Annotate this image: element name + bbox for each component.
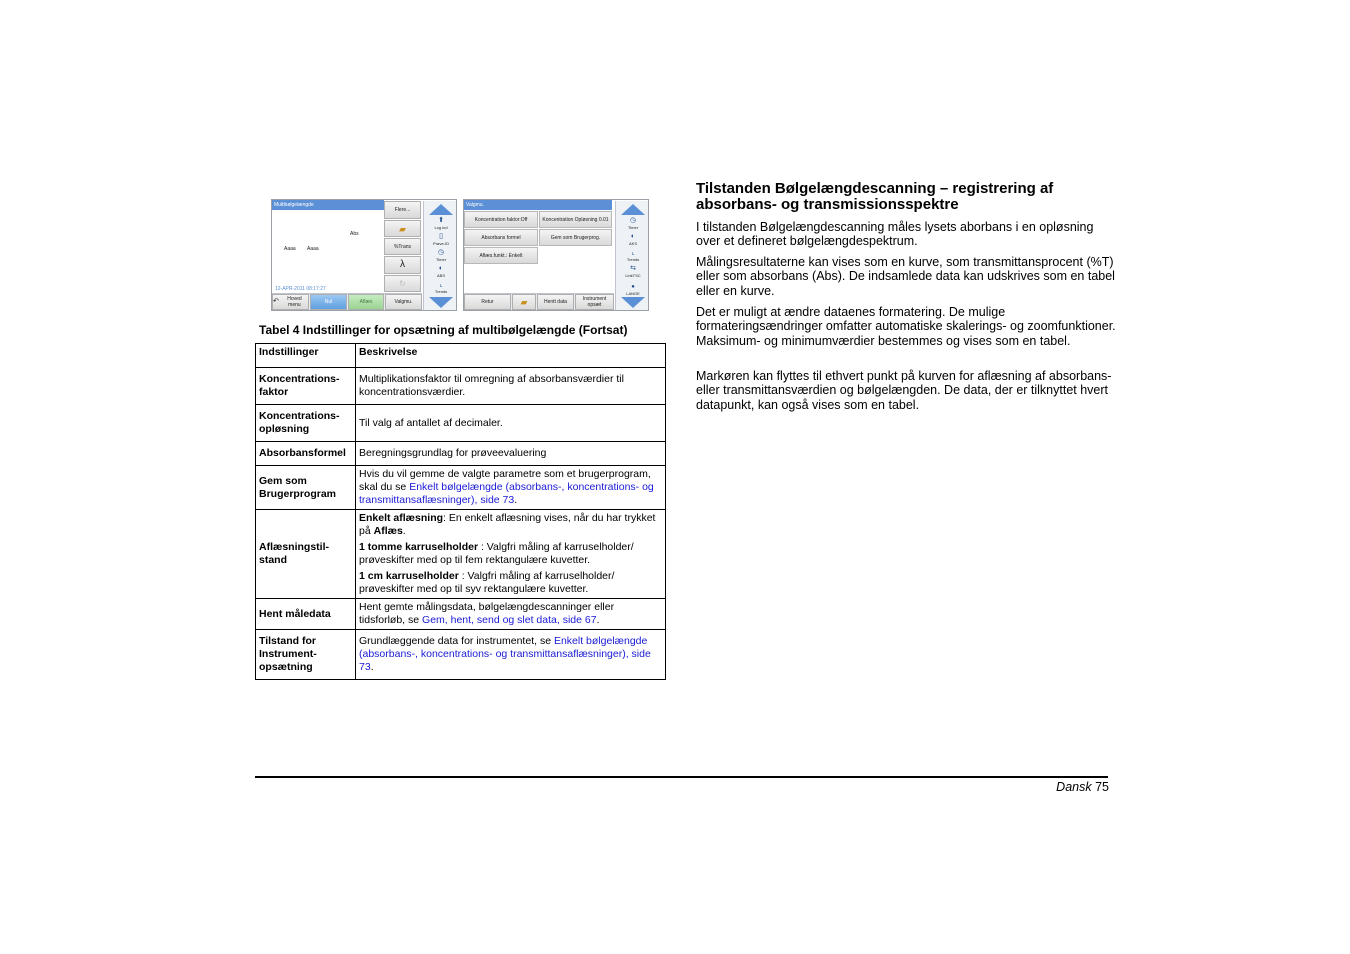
side-scroll-column (615, 201, 649, 310)
folder-icon: ▰ (399, 223, 406, 234)
side-item-timer[interactable]: ◷ Timer (426, 249, 456, 264)
folder-button[interactable] (384, 220, 421, 237)
setting-description: Enkelt aflæsning: En enkelt aflæsning vises, når du har trykket på Aflæs. 1 tomme karruselholder : Valgfri måling af karruselholder/ prøveskifter med op til fem rektangulære kuvetter. 1 cm karruselholder : Valgfri måling af karruselholder/ prøveskifter med op til syv rektangulære kuvetter. (356, 510, 666, 599)
footer-rule (255, 776, 1108, 778)
bottom-bar (464, 293, 614, 310)
table-row (256, 466, 666, 510)
reading-value-left: Aaaa (284, 246, 296, 252)
aks-icon: ◐ (630, 233, 636, 240)
scroll-down-icon[interactable] (429, 297, 453, 308)
timestamp: 12-APR-2011 08:17:27 (275, 286, 326, 292)
instrument-setup-button[interactable]: Instrument opsæt (575, 294, 614, 310)
table-row (256, 599, 666, 630)
side-item-abs[interactable]: ◐ ABS (426, 265, 456, 280)
trends-icon: ⌞ (631, 249, 635, 256)
timer-icon: ◷ (629, 217, 637, 224)
table-header-row (256, 344, 666, 368)
lambda-button[interactable]: λ (384, 256, 421, 274)
body-paragraph: Målingsresultaterne kan vises som en kurve, som transmittansprocent (%T) eller som absorbans (Abs). De indsamlede data kan udskrives som en tabel eller en kurve. (696, 255, 1115, 298)
reading-value-right: Aaaa (307, 246, 319, 252)
setting-name: Koncentrations- faktor (256, 368, 356, 405)
side-item-linktsc[interactable]: ⇆ LinkTSC (618, 265, 648, 280)
sample-id-icon: ▯ (439, 233, 443, 240)
setting-name: Tilstand for Instrument- opsætning (256, 630, 356, 680)
setting-description: Beregningsgrundlag for prøveevaluering (356, 442, 666, 466)
table-row (256, 630, 666, 680)
back-icon: ↶ (273, 298, 279, 305)
save-user-program-button[interactable]: Gem som Brugerprog. (539, 229, 612, 246)
retrieve-data-button[interactable]: Hentt data (537, 294, 574, 310)
cross-reference-link[interactable]: Enkelt bølgelængde (absorbans-, koncentrations- og transmittansaflæsninger), side 73 (359, 635, 651, 673)
link-icon: ⇆ (630, 265, 636, 272)
side-item-timer[interactable]: ◷ Timer (618, 217, 648, 232)
page-number: 75 (1095, 780, 1109, 794)
side-item-login[interactable]: ⬆ Log ind (426, 217, 456, 232)
folder-icon: ▰ (520, 297, 528, 307)
table-row (256, 510, 666, 599)
concentration-factor-button[interactable]: Koncentration faktor:Off (464, 211, 538, 228)
setting-description: Hvis du vil gemme de valgte parametre som et brugerprogram, skal du se Enkelt bølgelængde (absorbans-, koncentrations- og transmittansaflæsninger), side 73. (356, 466, 666, 510)
scroll-up-icon[interactable] (621, 204, 645, 215)
more-button[interactable]: Flere... (384, 201, 421, 219)
header-settings: Indstillinger (256, 344, 356, 368)
main-menu-button[interactable]: ↶ Hoved menu (272, 294, 309, 310)
zero-button[interactable]: Nul (310, 294, 347, 310)
side-item-trends[interactable]: ⌞ Trends (426, 281, 456, 296)
table-caption: Tabel 4 Indstillinger for opsætning af multibølgelængde (Fortsat) (259, 323, 628, 337)
footer-language: Dansk (1056, 780, 1092, 794)
abs-icon: ◐ (438, 265, 444, 272)
cross-reference-link[interactable]: Enkelt bølgelængde (absorbans-, koncentrations- og transmittansaflæsninger), side 73 (359, 481, 654, 506)
screen-title: Valgmu. (464, 200, 612, 210)
side-item-aks[interactable]: ◐ AKS (618, 233, 648, 248)
page-footer (1056, 780, 1109, 794)
options-button[interactable]: Valgmu. (385, 294, 422, 310)
body-paragraph: I tilstanden Bølgelængdescanning måles lysets aborbans i en opløsning over et defineret bølgelængdespektrum. (696, 220, 1094, 249)
table-row (256, 368, 666, 405)
side-item-lange[interactable]: ● LANGE (618, 283, 648, 298)
trends-icon: ⌞ (439, 281, 443, 288)
screenshot-multiwavelength (271, 199, 457, 311)
settings-table (255, 343, 666, 680)
setting-description: Hent gemte målingsdata, bølgelængdescanninger eller tidsforløb, se Gem, hent, send og slet data, side 67. (356, 599, 666, 630)
body-paragraph: Det er muligt at ændre dataenes formatering. De mulige formateringsændringer omfatter automatiske skalerings- og zoomfunktioner. Maksimum- og minimumværdier bestemmes og vises som en tabel. (696, 305, 1116, 348)
concentration-resolution-button[interactable]: Koncentration Opløsning 0.01 (539, 211, 612, 228)
table-row (256, 442, 666, 466)
cross-reference-link[interactable]: Gem, hent, send og slet data, side 67 (422, 614, 597, 626)
setting-description: Grundlæggende data for instrumentet, se Enkelt bølgelængde (absorbans-, koncentrations- og transmittansaflæsninger), side 73. (356, 630, 666, 680)
setting-description: Multiplikationsfaktor til omregning af absorbansværdier til koncentrationsværdier. (356, 368, 666, 405)
lange-logo-icon: ● (631, 284, 635, 290)
setting-name: Gem som Brugerprogram (256, 466, 356, 510)
scroll-up-icon[interactable] (429, 204, 453, 215)
back-button[interactable]: Retur (464, 294, 511, 310)
section-heading: Tilstanden Bølgelængdescanning – registrering af absorbans- og transmissionsspektre (696, 180, 1054, 213)
side-scroll-column (423, 201, 457, 310)
percent-trans-button[interactable]: %Trans (384, 238, 421, 255)
screen-title: Multibølgelængde (272, 200, 384, 210)
bottom-bar (272, 293, 422, 310)
side-item-sample-id[interactable]: ▯ Prøve-ID (426, 233, 456, 248)
scroll-down-icon[interactable] (621, 297, 645, 308)
refresh-icon: ↻ (399, 278, 406, 288)
refresh-button[interactable] (384, 275, 421, 292)
login-icon: ⬆ (438, 217, 444, 224)
side-item-trends[interactable]: ⌞ Trends (618, 249, 648, 264)
setting-name: Absorbansformel (256, 442, 356, 466)
absorbance-formula-button[interactable]: Absorbans formel (464, 229, 538, 246)
body-paragraph: Markøren kan flyttes til ethvert punkt på kurven for aflæsning af absorbans- eller transmittansværdien og bølgelængden. De data, der er tilknyttet hvert datapunkt, kan også vises som en tabel. (696, 369, 1112, 412)
timer-icon: ◷ (437, 249, 445, 256)
setting-description: Til valg af antallet af decimaler. (356, 405, 666, 442)
header-description: Beskrivelse (356, 344, 666, 368)
screenshot-options (463, 199, 649, 311)
setting-name: Hent måledata (256, 599, 356, 630)
read-button[interactable]: Aflæs (348, 294, 384, 310)
setting-name: Aflæsningstil- stand (256, 510, 356, 599)
table-row (256, 405, 666, 442)
read-mode-button[interactable]: Aflæs.funkt.: Enkelt (464, 247, 538, 264)
setting-name: Koncentrations- opløsning (256, 405, 356, 442)
folder-button[interactable] (512, 294, 536, 310)
abs-label: Abs (350, 231, 359, 237)
